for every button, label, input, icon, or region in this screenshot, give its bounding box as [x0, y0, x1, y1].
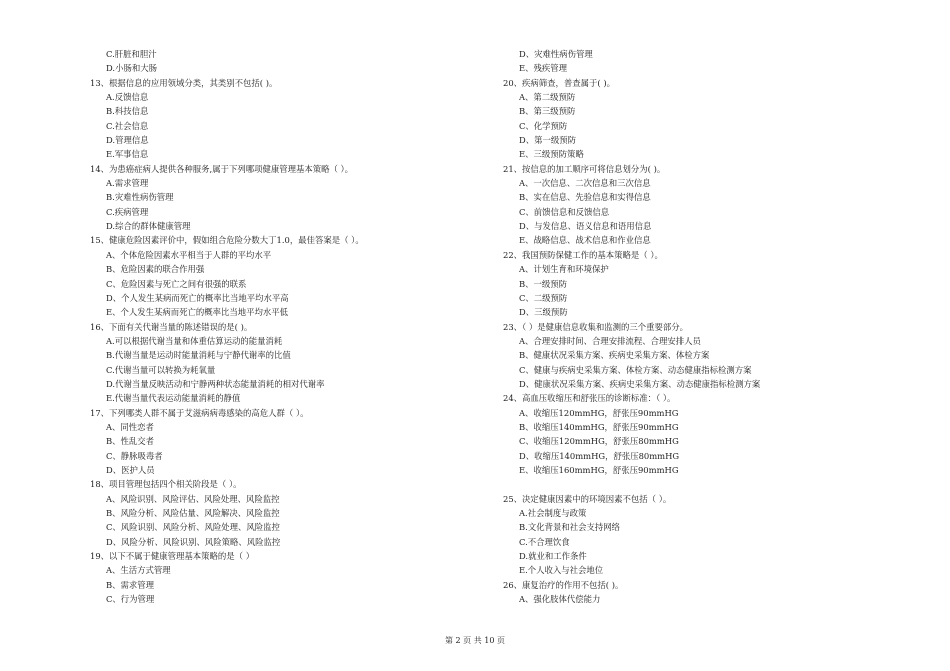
answer-option: D.管理信息 [106, 135, 149, 146]
answer-option: A、同性恋者 [106, 421, 154, 432]
answer-option: B、实在信息、先验信息和实得信息 [519, 192, 651, 203]
answer-option: B、第三级预防 [519, 106, 576, 117]
answer-option: B、一级预防 [519, 278, 568, 289]
answer-option: D、灾难性病伤管理 [519, 49, 593, 59]
answer-option: D、三级预防 [519, 307, 568, 318]
answer-option: D、收缩压140mmHG，舒张压80mmHG [519, 450, 680, 461]
answer-option: E、残疾管理 [519, 63, 567, 74]
answer-option: D、健康状况采集方案、疾病史采集方案、动态健康指标检测方案 [519, 378, 761, 389]
answer-option: C、收缩压120mmHG，舒张压80mmHG [519, 436, 679, 447]
question-text: 23、（ ）是健康信息收集和监测的三个重要部分。 [503, 321, 688, 332]
answer-option: E.代谢当量代表运动能量消耗的静值 [106, 393, 241, 404]
question-text: 24、高血压收缩压和舒张压的诊断标准：（ ）。 [503, 393, 676, 404]
answer-option: B.灾难性病伤管理 [106, 192, 174, 203]
answer-option: A、一次信息、二次信息和三次信息 [519, 178, 651, 189]
answer-option: C.疾病管理 [106, 206, 149, 217]
answer-option: C.肝脏和胆汁 [106, 49, 157, 59]
answer-option: E、收缩压160mmHG，舒张压90mmHG [519, 464, 679, 475]
answer-option: B、危险因素的联合作用强 [106, 264, 205, 275]
answer-option: D.综合的群体健康管理 [106, 221, 191, 232]
left-column [90, 47, 490, 606]
answer-option: A、收缩压120mmHG，舒张压90mmHG [519, 407, 679, 418]
answer-option: C、危险因素与死亡之间有很强的联系 [106, 278, 247, 289]
answer-option: E.军事信息 [106, 149, 149, 160]
answer-option: A、合理安排时间、合理安排流程、合理安排人员 [519, 335, 701, 346]
question-text: 20、疾病筛查，普查属于( )。 [503, 77, 615, 88]
answer-option: E、战略信息、战术信息和作业信息 [519, 235, 651, 246]
question-text: 19、以下不属于健康管理基本策略的是（ ） [90, 551, 255, 562]
answer-option: D、与发信息、语义信息和语用信息 [519, 221, 652, 232]
answer-option: A、风险识别、风险评估、风险处理、风险监控 [106, 493, 280, 504]
answer-option: C、风险识别、风险分析、风险处理、风险监控 [106, 522, 280, 533]
answer-option: E、个人发生某病而死亡的概率比当地平均水平低 [106, 307, 288, 318]
answer-option: A、生活方式管理 [106, 565, 171, 576]
answer-option: B.文化背景和社会支持网络 [519, 522, 620, 533]
answer-option: E.个人收入与社会地位 [519, 565, 604, 576]
answer-option: A.反馈信息 [106, 92, 149, 103]
question-text: 14、为患癌症病人提供各种服务,属于下列哪项健康管理基本策略（ ）。 [90, 163, 354, 174]
answer-option: B、风险分析、风险估量、风险解决、风险监控 [106, 508, 280, 518]
answer-option: D、第一级预防 [519, 135, 576, 146]
answer-option: D.小肠和大肠 [106, 63, 157, 74]
question-text: 25、决定健康因素中的环境因素不包括（ ）。 [503, 493, 672, 504]
answer-option: C、前馈信息和反馈信息 [519, 206, 610, 217]
answer-option: C、静脉吸毒者 [106, 450, 163, 461]
answer-option: C、二级预防 [519, 292, 568, 303]
page-footer: 第 2 页 共 10 页 [445, 636, 505, 645]
answer-option: C、健康与疾病史采集方案、体检方案、动态健康指标检测方案 [519, 364, 752, 375]
answer-option: D、风险分析、风险识别、风险策略、风险监控 [106, 536, 281, 547]
answer-option: E、三级预防策略 [519, 149, 584, 160]
answer-option: C.代谢当量可以转换为耗氧量 [106, 364, 216, 375]
answer-option: D、医护人员 [106, 464, 155, 475]
spacer [503, 477, 903, 491]
answer-option: C、行为管理 [106, 594, 155, 605]
question-text: 22、我国预防保健工作的基本策略是（ ）。 [503, 249, 663, 260]
answer-option: B.代谢当量是运动时能量消耗与宁静代谢率的比值 [106, 350, 291, 361]
answer-option: A.社会制度与政策 [519, 508, 587, 518]
answer-option: D.就业和工作条件 [519, 551, 587, 562]
answer-option: A、第二级预防 [519, 92, 576, 103]
answer-option: D.代谢当量反映活动和宁静两种状态能量消耗的相对代谢率 [106, 378, 325, 389]
answer-option: A、强化肢体代偿能力 [519, 594, 601, 605]
question-text: 18、项目管理包括四个相关阶段是（ ）。 [90, 479, 242, 490]
question-text: 15、健康危险因素评价中，假如组合危险分数大丁1.0，最佳答案是（ ）。 [90, 235, 364, 246]
answer-option: B、收缩压140mmHG，舒张压90mmHG [519, 421, 679, 432]
answer-option: A、计划生育和环境保护 [519, 264, 609, 275]
answer-option: B.科技信息 [106, 106, 149, 117]
answer-option: D、个人发生某病而死亡的概率比当地平均水平高 [106, 292, 289, 303]
answer-option: A、个体危险因素水平相当于人群的平均水平 [106, 249, 272, 260]
answer-option: B、需求管理 [106, 579, 155, 590]
answer-option: A.可以根据代谢当量和体重估算运动的能量消耗 [106, 335, 283, 346]
right-column [503, 47, 903, 606]
question-text: 21、按信息的加工顺序可将信息划分为( )。 [503, 163, 666, 174]
question-text: 26、康复治疗的作用不包括( )。 [503, 579, 624, 590]
answer-option: C.社会信息 [106, 120, 149, 131]
question-text: 16、下面有关代谢当量的陈述错误的是( )。 [90, 321, 253, 332]
answer-option: A.需求管理 [106, 178, 149, 189]
question-text: 13、根据信息的应用领域分类，其类别不包括( )。 [90, 77, 278, 88]
question-text: 17、下列哪类人群不属于艾滋病病毒感染的高危人群（ ）。 [90, 407, 309, 418]
answer-option: B、健康状况采集方案、疾病史采集方案、体检方案 [519, 350, 710, 361]
answer-option: C.不合理饮食 [519, 536, 570, 547]
answer-option: C、化学预防 [519, 120, 568, 131]
answer-option: B、性乱交者 [106, 436, 155, 447]
